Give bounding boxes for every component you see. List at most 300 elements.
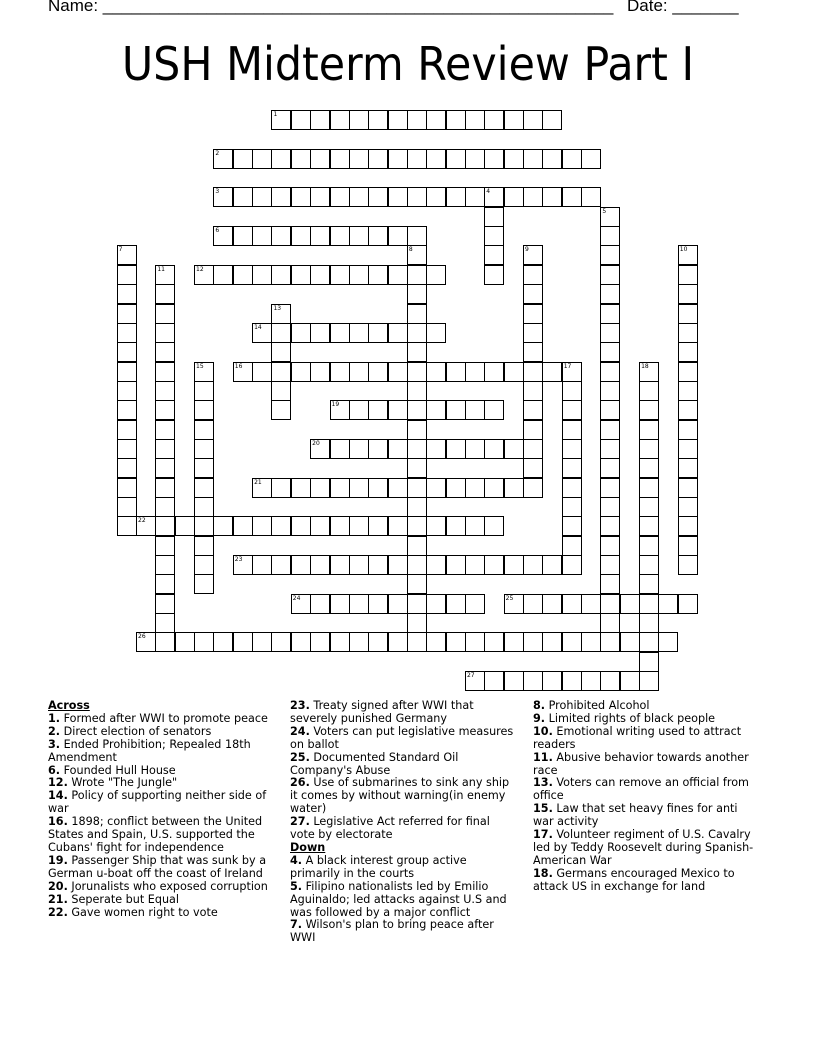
crossword-cell[interactable] — [388, 362, 408, 382]
crossword-cell[interactable] — [330, 478, 350, 498]
crossword-cell[interactable] — [426, 362, 446, 382]
crossword-cell[interactable] — [407, 497, 427, 517]
crossword-cell[interactable] — [310, 226, 330, 246]
crossword-cell[interactable] — [407, 594, 427, 614]
crossword-cell[interactable] — [484, 400, 504, 420]
crossword-cell[interactable] — [271, 226, 291, 246]
crossword-cell[interactable] — [426, 265, 446, 285]
crossword-cell[interactable] — [233, 187, 253, 207]
crossword-cell[interactable] — [426, 187, 446, 207]
crossword-cell[interactable] — [426, 439, 446, 459]
crossword-cell[interactable] — [233, 362, 253, 382]
crossword-cell[interactable] — [291, 632, 311, 652]
crossword-cell[interactable] — [639, 497, 659, 517]
crossword-cell[interactable] — [291, 323, 311, 343]
crossword-cell[interactable] — [330, 226, 350, 246]
crossword-cell[interactable] — [155, 323, 175, 343]
crossword-cell[interactable] — [407, 420, 427, 440]
crossword-cell[interactable] — [639, 420, 659, 440]
crossword-cell[interactable] — [484, 516, 504, 536]
crossword-cell[interactable] — [504, 478, 524, 498]
crossword-cell[interactable] — [330, 555, 350, 575]
crossword-cell[interactable] — [465, 439, 485, 459]
crossword-cell[interactable] — [407, 149, 427, 169]
crossword-cell[interactable] — [271, 400, 291, 420]
crossword-cell[interactable] — [504, 594, 524, 614]
crossword-cell[interactable] — [388, 516, 408, 536]
crossword-cell[interactable] — [407, 632, 427, 652]
crossword-cell[interactable] — [523, 400, 543, 420]
crossword-cell[interactable] — [155, 381, 175, 401]
crossword-cell[interactable] — [484, 478, 504, 498]
crossword-cell[interactable] — [562, 439, 582, 459]
crossword-cell[interactable] — [349, 439, 369, 459]
crossword-cell[interactable] — [600, 632, 620, 652]
crossword-cell[interactable] — [600, 478, 620, 498]
crossword-cell[interactable] — [252, 516, 272, 536]
crossword-cell[interactable] — [368, 323, 388, 343]
crossword-cell[interactable] — [155, 497, 175, 517]
crossword-cell[interactable] — [542, 555, 562, 575]
crossword-cell[interactable] — [194, 536, 214, 556]
crossword-cell[interactable] — [484, 265, 504, 285]
crossword-cell[interactable] — [368, 594, 388, 614]
crossword-cell[interactable] — [639, 516, 659, 536]
crossword-cell[interactable] — [523, 478, 543, 498]
crossword-cell[interactable] — [678, 362, 698, 382]
crossword-cell[interactable] — [465, 149, 485, 169]
crossword-cell[interactable] — [155, 439, 175, 459]
crossword-cell[interactable] — [562, 594, 582, 614]
crossword-cell[interactable] — [542, 671, 562, 691]
crossword-cell[interactable] — [562, 671, 582, 691]
crossword-cell[interactable] — [291, 265, 311, 285]
crossword-cell[interactable] — [388, 265, 408, 285]
crossword-cell[interactable] — [291, 149, 311, 169]
crossword-cell[interactable] — [639, 613, 659, 633]
crossword-cell[interactable] — [291, 187, 311, 207]
crossword-cell[interactable] — [465, 671, 485, 691]
crossword-cell[interactable] — [581, 149, 601, 169]
crossword-cell[interactable] — [407, 555, 427, 575]
crossword-cell[interactable] — [117, 284, 137, 304]
crossword-cell[interactable] — [407, 478, 427, 498]
crossword-cell[interactable] — [155, 342, 175, 362]
crossword-cell[interactable] — [562, 478, 582, 498]
crossword-cell[interactable] — [349, 555, 369, 575]
crossword-cell[interactable] — [465, 516, 485, 536]
crossword-cell[interactable] — [349, 187, 369, 207]
crossword-cell[interactable] — [349, 400, 369, 420]
crossword-cell[interactable] — [349, 516, 369, 536]
crossword-cell[interactable] — [310, 149, 330, 169]
crossword-cell[interactable] — [523, 284, 543, 304]
crossword-cell[interactable] — [194, 362, 214, 382]
crossword-cell[interactable] — [484, 226, 504, 246]
crossword-cell[interactable] — [658, 594, 678, 614]
crossword-cell[interactable] — [349, 632, 369, 652]
crossword-cell[interactable] — [484, 439, 504, 459]
crossword-cell[interactable] — [504, 187, 524, 207]
crossword-cell[interactable] — [542, 632, 562, 652]
crossword-cell[interactable] — [368, 110, 388, 130]
crossword-cell[interactable] — [194, 497, 214, 517]
crossword-cell[interactable] — [639, 632, 659, 652]
crossword-cell[interactable] — [233, 632, 253, 652]
crossword-cell[interactable] — [600, 381, 620, 401]
crossword-cell[interactable] — [388, 149, 408, 169]
crossword-cell[interactable] — [136, 516, 156, 536]
crossword-cell[interactable] — [504, 632, 524, 652]
crossword-cell[interactable] — [271, 149, 291, 169]
crossword-cell[interactable] — [117, 516, 137, 536]
crossword-cell[interactable] — [271, 342, 291, 362]
crossword-cell[interactable] — [349, 478, 369, 498]
crossword-cell[interactable] — [523, 439, 543, 459]
crossword-cell[interactable] — [678, 497, 698, 517]
crossword-cell[interactable] — [117, 323, 137, 343]
crossword-cell[interactable] — [252, 478, 272, 498]
crossword-cell[interactable] — [175, 632, 195, 652]
crossword-cell[interactable] — [600, 207, 620, 227]
crossword-cell[interactable] — [252, 265, 272, 285]
crossword-cell[interactable] — [252, 226, 272, 246]
crossword-cell[interactable] — [620, 594, 640, 614]
crossword-cell[interactable] — [639, 381, 659, 401]
crossword-cell[interactable] — [368, 478, 388, 498]
crossword-cell[interactable] — [213, 265, 233, 285]
crossword-cell[interactable] — [523, 362, 543, 382]
crossword-cell[interactable] — [446, 110, 466, 130]
crossword-cell[interactable] — [658, 632, 678, 652]
crossword-cell[interactable] — [407, 516, 427, 536]
crossword-cell[interactable] — [600, 594, 620, 614]
crossword-cell[interactable] — [194, 555, 214, 575]
crossword-cell[interactable] — [271, 555, 291, 575]
crossword-cell[interactable] — [523, 381, 543, 401]
crossword-cell[interactable] — [465, 632, 485, 652]
crossword-cell[interactable] — [252, 149, 272, 169]
crossword-cell[interactable] — [155, 613, 175, 633]
crossword-cell[interactable] — [291, 362, 311, 382]
crossword-cell[interactable] — [117, 265, 137, 285]
crossword-cell[interactable] — [446, 400, 466, 420]
crossword-cell[interactable] — [446, 362, 466, 382]
crossword-cell[interactable] — [330, 187, 350, 207]
crossword-cell[interactable] — [562, 362, 582, 382]
crossword-cell[interactable] — [388, 226, 408, 246]
crossword-cell[interactable] — [426, 632, 446, 652]
crossword-cell[interactable] — [426, 516, 446, 536]
crossword-cell[interactable] — [349, 594, 369, 614]
crossword-cell[interactable] — [407, 400, 427, 420]
crossword-cell[interactable] — [407, 458, 427, 478]
crossword-cell[interactable] — [155, 458, 175, 478]
crossword-cell[interactable] — [600, 613, 620, 633]
crossword-cell[interactable] — [291, 594, 311, 614]
crossword-cell[interactable] — [368, 149, 388, 169]
crossword-cell[interactable] — [600, 420, 620, 440]
crossword-cell[interactable] — [194, 265, 214, 285]
crossword-cell[interactable] — [155, 400, 175, 420]
crossword-cell[interactable] — [310, 555, 330, 575]
crossword-cell[interactable] — [465, 110, 485, 130]
crossword-cell[interactable] — [426, 149, 446, 169]
crossword-cell[interactable] — [252, 362, 272, 382]
crossword-cell[interactable] — [330, 323, 350, 343]
crossword-cell[interactable] — [330, 632, 350, 652]
crossword-cell[interactable] — [446, 555, 466, 575]
crossword-cell[interactable] — [368, 632, 388, 652]
crossword-cell[interactable] — [523, 420, 543, 440]
crossword-cell[interactable] — [446, 478, 466, 498]
crossword-cell[interactable] — [407, 439, 427, 459]
crossword-cell[interactable] — [678, 381, 698, 401]
crossword-cell[interactable] — [465, 594, 485, 614]
crossword-cell[interactable] — [504, 149, 524, 169]
crossword-cell[interactable] — [620, 671, 640, 691]
crossword-cell[interactable] — [194, 516, 214, 536]
crossword-cell[interactable] — [678, 342, 698, 362]
crossword-cell[interactable] — [330, 110, 350, 130]
crossword-cell[interactable] — [600, 284, 620, 304]
crossword-cell[interactable] — [233, 149, 253, 169]
crossword-cell[interactable] — [639, 478, 659, 498]
crossword-cell[interactable] — [136, 632, 156, 652]
crossword-cell[interactable] — [117, 400, 137, 420]
crossword-cell[interactable] — [484, 362, 504, 382]
crossword-cell[interactable] — [194, 632, 214, 652]
crossword-cell[interactable] — [117, 342, 137, 362]
crossword-cell[interactable] — [523, 632, 543, 652]
crossword-cell[interactable] — [213, 516, 233, 536]
crossword-cell[interactable] — [407, 342, 427, 362]
crossword-cell[interactable] — [600, 245, 620, 265]
crossword-cell[interactable] — [407, 245, 427, 265]
crossword-cell[interactable] — [368, 439, 388, 459]
crossword-cell[interactable] — [523, 458, 543, 478]
crossword-cell[interactable] — [271, 304, 291, 324]
crossword-cell[interactable] — [484, 245, 504, 265]
crossword-cell[interactable] — [600, 536, 620, 556]
crossword-cell[interactable] — [426, 323, 446, 343]
crossword-cell[interactable] — [542, 110, 562, 130]
crossword-cell[interactable] — [446, 632, 466, 652]
crossword-cell[interactable] — [252, 555, 272, 575]
crossword-cell[interactable] — [407, 574, 427, 594]
crossword-cell[interactable] — [388, 478, 408, 498]
crossword-cell[interactable] — [600, 439, 620, 459]
crossword-cell[interactable] — [155, 632, 175, 652]
crossword-cell[interactable] — [291, 226, 311, 246]
crossword-cell[interactable] — [639, 439, 659, 459]
crossword-cell[interactable] — [504, 362, 524, 382]
crossword-cell[interactable] — [523, 671, 543, 691]
crossword-cell[interactable] — [271, 110, 291, 130]
crossword-cell[interactable] — [330, 516, 350, 536]
crossword-cell[interactable] — [388, 400, 408, 420]
crossword-cell[interactable] — [484, 671, 504, 691]
crossword-cell[interactable] — [678, 284, 698, 304]
crossword-cell[interactable] — [562, 381, 582, 401]
crossword-cell[interactable] — [213, 149, 233, 169]
crossword-cell[interactable] — [446, 516, 466, 536]
crossword-cell[interactable] — [504, 555, 524, 575]
crossword-cell[interactable] — [678, 458, 698, 478]
crossword-cell[interactable] — [426, 594, 446, 614]
crossword-cell[interactable] — [310, 187, 330, 207]
crossword-cell[interactable] — [639, 652, 659, 672]
crossword-cell[interactable] — [388, 555, 408, 575]
crossword-cell[interactable] — [117, 304, 137, 324]
crossword-cell[interactable] — [678, 420, 698, 440]
crossword-cell[interactable] — [600, 400, 620, 420]
crossword-cell[interactable] — [446, 187, 466, 207]
crossword-cell[interactable] — [639, 574, 659, 594]
crossword-cell[interactable] — [465, 187, 485, 207]
crossword-cell[interactable] — [330, 400, 350, 420]
crossword-cell[interactable] — [252, 323, 272, 343]
crossword-cell[interactable] — [407, 304, 427, 324]
crossword-cell[interactable] — [407, 110, 427, 130]
crossword-cell[interactable] — [542, 594, 562, 614]
crossword-cell[interactable] — [523, 555, 543, 575]
crossword-cell[interactable] — [349, 110, 369, 130]
crossword-cell[interactable] — [117, 439, 137, 459]
crossword-cell[interactable] — [678, 516, 698, 536]
crossword-cell[interactable] — [678, 323, 698, 343]
crossword-cell[interactable] — [194, 458, 214, 478]
crossword-cell[interactable] — [678, 555, 698, 575]
crossword-cell[interactable] — [446, 149, 466, 169]
crossword-cell[interactable] — [310, 110, 330, 130]
crossword-cell[interactable] — [678, 245, 698, 265]
crossword-cell[interactable] — [600, 574, 620, 594]
crossword-cell[interactable] — [465, 555, 485, 575]
crossword-cell[interactable] — [271, 265, 291, 285]
crossword-cell[interactable] — [117, 381, 137, 401]
crossword-cell[interactable] — [600, 342, 620, 362]
crossword-cell[interactable] — [271, 362, 291, 382]
crossword-cell[interactable] — [388, 110, 408, 130]
crossword-cell[interactable] — [523, 594, 543, 614]
crossword-cell[interactable] — [678, 265, 698, 285]
crossword-cell[interactable] — [407, 265, 427, 285]
crossword-cell[interactable] — [213, 632, 233, 652]
crossword-cell[interactable] — [542, 149, 562, 169]
crossword-cell[interactable] — [117, 497, 137, 517]
crossword-cell[interactable] — [194, 381, 214, 401]
crossword-cell[interactable] — [117, 478, 137, 498]
crossword-cell[interactable] — [330, 149, 350, 169]
crossword-cell[interactable] — [271, 187, 291, 207]
crossword-cell[interactable] — [310, 516, 330, 536]
crossword-cell[interactable] — [484, 187, 504, 207]
crossword-cell[interactable] — [291, 110, 311, 130]
crossword-cell[interactable] — [523, 110, 543, 130]
crossword-cell[interactable] — [368, 226, 388, 246]
crossword-cell[interactable] — [194, 400, 214, 420]
crossword-cell[interactable] — [271, 323, 291, 343]
crossword-cell[interactable] — [600, 362, 620, 382]
crossword-cell[interactable] — [349, 149, 369, 169]
crossword-cell[interactable] — [213, 187, 233, 207]
crossword-cell[interactable] — [562, 187, 582, 207]
crossword-cell[interactable] — [407, 536, 427, 556]
crossword-cell[interactable] — [310, 362, 330, 382]
crossword-cell[interactable] — [542, 362, 562, 382]
crossword-cell[interactable] — [678, 536, 698, 556]
crossword-cell[interactable] — [233, 516, 253, 536]
crossword-cell[interactable] — [330, 594, 350, 614]
crossword-cell[interactable] — [446, 594, 466, 614]
crossword-cell[interactable] — [194, 574, 214, 594]
crossword-cell[interactable] — [194, 478, 214, 498]
crossword-cell[interactable] — [117, 458, 137, 478]
crossword-cell[interactable] — [523, 187, 543, 207]
crossword-cell[interactable] — [523, 245, 543, 265]
crossword-cell[interactable] — [155, 362, 175, 382]
crossword-cell[interactable] — [562, 149, 582, 169]
crossword-cell[interactable] — [388, 594, 408, 614]
crossword-cell[interactable] — [407, 323, 427, 343]
name-field-label[interactable]: Name: ______________________________________________________ — [48, 0, 614, 15]
crossword-cell[interactable] — [678, 478, 698, 498]
crossword-cell[interactable] — [504, 671, 524, 691]
crossword-cell[interactable] — [368, 187, 388, 207]
crossword-cell[interactable] — [388, 439, 408, 459]
crossword-cell[interactable] — [117, 362, 137, 382]
crossword-cell[interactable] — [639, 536, 659, 556]
crossword-cell[interactable] — [562, 536, 582, 556]
crossword-cell[interactable] — [368, 362, 388, 382]
crossword-cell[interactable] — [349, 226, 369, 246]
crossword-cell[interactable] — [368, 400, 388, 420]
crossword-cell[interactable] — [330, 265, 350, 285]
crossword-cell[interactable] — [368, 555, 388, 575]
crossword-cell[interactable] — [523, 304, 543, 324]
crossword-cell[interactable] — [407, 226, 427, 246]
crossword-cell[interactable] — [233, 555, 253, 575]
crossword-cell[interactable] — [271, 516, 291, 536]
crossword-cell[interactable] — [562, 516, 582, 536]
crossword-cell[interactable] — [600, 265, 620, 285]
crossword-cell[interactable] — [155, 536, 175, 556]
crossword-cell[interactable] — [271, 381, 291, 401]
crossword-cell[interactable] — [639, 400, 659, 420]
crossword-cell[interactable] — [678, 594, 698, 614]
crossword-cell[interactable] — [523, 323, 543, 343]
crossword-cell[interactable] — [388, 323, 408, 343]
crossword-cell[interactable] — [562, 555, 582, 575]
crossword-cell[interactable] — [291, 516, 311, 536]
crossword-cell[interactable] — [426, 110, 446, 130]
crossword-cell[interactable] — [175, 516, 195, 536]
crossword-cell[interactable] — [155, 265, 175, 285]
crossword-cell[interactable] — [484, 207, 504, 227]
crossword-cell[interactable] — [388, 632, 408, 652]
crossword-cell[interactable] — [233, 226, 253, 246]
crossword-cell[interactable] — [678, 400, 698, 420]
crossword-cell[interactable] — [349, 265, 369, 285]
crossword-cell[interactable] — [620, 632, 640, 652]
crossword-cell[interactable] — [426, 400, 446, 420]
crossword-cell[interactable] — [155, 420, 175, 440]
crossword-cell[interactable] — [600, 323, 620, 343]
crossword-cell[interactable] — [484, 110, 504, 130]
crossword-cell[interactable] — [155, 555, 175, 575]
crossword-cell[interactable] — [349, 323, 369, 343]
